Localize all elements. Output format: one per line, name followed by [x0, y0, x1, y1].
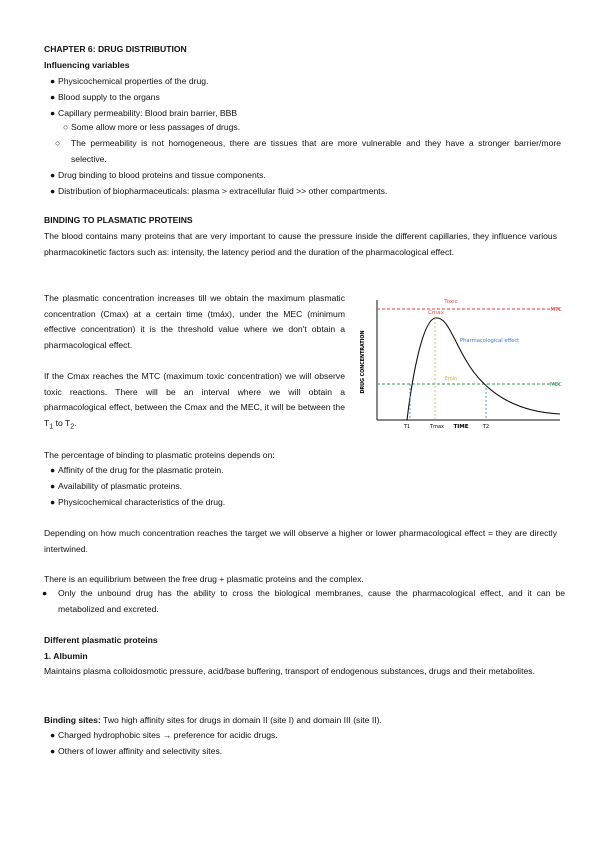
tick-label-tmax: Tmax — [430, 424, 444, 430]
list-item: ● Capillary permeability: Blood brain barrier, BBB — [50, 108, 238, 118]
pharmacological-effect-annotation: Pharmacological effect — [460, 338, 520, 344]
list-item: ● Others of lower affinity and selectivity sites. — [50, 746, 223, 756]
binding-heading: BINDING TO PLASMATIC PROTEINS — [44, 215, 193, 225]
sub-list-item: ○ Some allow more or less passages of drugs. — [63, 122, 241, 132]
sub-list-item: ○ The permeability is not homogeneous, there are tissues that are more vulnerable and they have a stronger barrier/more selective. — [55, 138, 561, 164]
list-item: ● Availability of plasmatic proteins. — [50, 481, 183, 491]
list-item: ● Physicochemical characteristics of the drug. — [50, 497, 226, 507]
tick-label-t2: T2 — [482, 424, 490, 430]
emin-annotation: Emin — [444, 376, 458, 382]
mec-label: MEC — [549, 382, 562, 388]
mtc-label: MTC — [550, 307, 562, 313]
albumin-text: Maintains plasma colloidosmotic pressure, acid/base buffering, transport of endogenous substances, drugs and their metabolites. — [44, 666, 535, 676]
depending-paragraph: Depending on how much concentration reaches the target we will observe a higher or lower pharmacological effect = they are directly intertwined. — [44, 528, 557, 554]
albumin-heading: 1. Albumin — [44, 651, 88, 661]
chapter-title: CHAPTER 6: DRUG DISTRIBUTION — [44, 44, 187, 54]
list-item: ● Only the unbound drug has the ability to cross the biological membranes, cause the pharmacological effect, and it can be metabolized and excreted. — [42, 588, 565, 614]
mtc-paragraph: If the Cmax reaches the MTC (maximum toxic concentration) we will observe toxic reactions. There will be an interval where we will obtain a pharmacological effect, between the Cmax and the MEC, it will be between the $T_1$ to $T_2$. — [44, 371, 345, 431]
equilibrium-lead: There is an equilibrium between the free drug + plasmatic proteins and the complex. — [44, 574, 364, 584]
cmax-annotation: Cmax — [428, 310, 444, 316]
percentage-lead: The percentage of binding to plasmatic proteins depends on: — [44, 450, 275, 460]
list-item: ● Affinity of the drug for the plasmatic protein. — [50, 465, 224, 475]
proteins-heading: Different plasmatic proteins — [44, 635, 158, 645]
toxic-annotation: Toxic — [444, 299, 458, 305]
concentration-curve — [407, 318, 560, 420]
cmax-paragraph: The plasmatic concentration increases till we obtain the maximum plasmatic concentration (Cmax) at a certain time (tmáx), under the MEC (minimum effective concentration) it is the threshold value where we don't obtain a pharmacological effect. — [44, 293, 345, 350]
influencing-heading: Influencing variables — [44, 60, 130, 70]
list-item: ● Distribution of biopharmaceuticals: plasma > extracellular fluid >> other compartments. — [50, 186, 388, 196]
y-axis-label: DRUG CONCENTRATION — [361, 330, 366, 394]
list-item: ● Drug binding to blood proteins and tissue components. — [50, 170, 266, 180]
list-item: ● Blood supply to the organs — [50, 92, 160, 102]
x-axis-label: TIME — [453, 424, 469, 430]
tick-label-t1: T1 — [403, 424, 411, 430]
concentration-time-chart — [355, 292, 565, 437]
binding-intro: The blood contains many proteins that are very important to cause the pressure inside the different capillaries, they influence various pharmacokinetic factors such as: intensity, the latency period and the duration of the pharmacological effect. — [44, 231, 557, 257]
binding-sites-line: Binding sites: Two high affinity sites for drugs in domain II (site I) and domain III (site II). — [44, 715, 382, 725]
list-item: ● Physicochemical properties of the drug. — [50, 76, 209, 86]
list-item: ● Charged hydrophobic sites → preference for acidic drugs. — [50, 730, 278, 740]
